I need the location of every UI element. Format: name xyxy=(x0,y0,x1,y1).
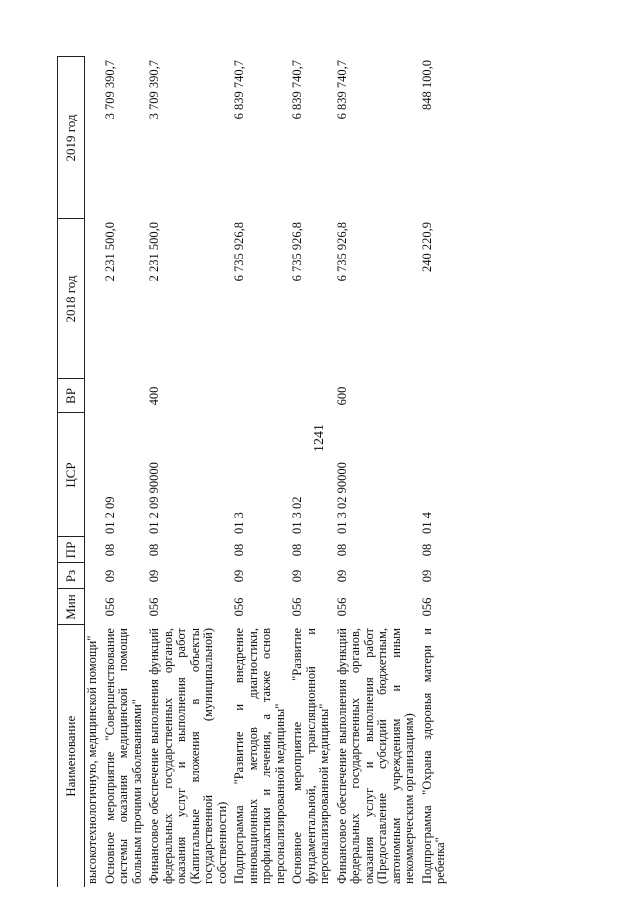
row-name: Финансовое обеспечение выполнения функций федеральных государственных органов, оказания услуг и выполнения работ (Капитальные вложения в объекты государственной (муниципальной) собственности) xyxy=(147,628,229,884)
row-2018: 2 231 500,0 xyxy=(147,222,161,282)
row-2018: 6 735 926,8 xyxy=(334,222,349,282)
row-csr: 01 2 09 xyxy=(102,496,117,534)
row-name: Основное мероприятие "Развитие фундаментальной, трансляционной и персонализированной медицины" xyxy=(290,628,331,884)
row-name: Основное мероприятие "Совершенствование системы оказания медицинской помощи больным прочими заболеваниями" xyxy=(102,628,144,884)
header-2019: 2019 год xyxy=(58,57,85,219)
row-vr xyxy=(102,379,147,413)
row-2019: 3 709 390,7 xyxy=(102,60,117,120)
row-rz: 09 xyxy=(290,569,304,583)
table-row xyxy=(419,57,450,887)
row-name: Подпрограмма "Охрана здоровья матери и ребенка" xyxy=(419,628,447,884)
header-csr: ЦСР xyxy=(58,413,85,537)
row-pr: 08 xyxy=(334,543,349,557)
table-row xyxy=(231,57,289,887)
row-csr: 01 3 02 90000 xyxy=(334,462,349,534)
row-2018: 6 735 926,8 xyxy=(290,222,304,282)
row-min: 056 xyxy=(102,597,117,617)
row-pr: 08 xyxy=(232,543,246,557)
header-name: Наименование xyxy=(58,625,85,887)
row-vr xyxy=(419,379,450,413)
row-2018: 240 220,9 xyxy=(419,222,434,272)
row-pr xyxy=(85,537,102,563)
header-min: Мин xyxy=(58,589,85,625)
row-2019: 848 100,0 xyxy=(419,60,434,110)
row-name: Подпрограмма "Развитие и внедрение инновационных методов диагностики, профилактики и лечения, а также основ персонализированной медицины" xyxy=(232,628,287,884)
row-pr: 08 xyxy=(419,543,434,557)
budget-table xyxy=(57,57,582,887)
row-rz: 09 xyxy=(232,569,246,583)
row-pr: 08 xyxy=(147,543,161,557)
row-name: высокотехнологичную, медицинской помощи" xyxy=(85,635,99,884)
row-pr: 08 xyxy=(290,543,304,557)
row-csr xyxy=(85,413,102,537)
row-vr xyxy=(231,379,289,413)
row-2019: 6 839 740,7 xyxy=(232,60,246,120)
header-2018: 2018 год xyxy=(58,219,85,379)
row-min: 056 xyxy=(334,597,349,617)
row-rz: 09 xyxy=(334,569,349,583)
page-number: 1241 xyxy=(312,424,327,452)
row-vr: 400 xyxy=(147,386,161,406)
row-csr: 01 4 xyxy=(419,512,434,534)
row-rz: 09 xyxy=(102,569,117,583)
header-rz: Рз xyxy=(58,563,85,589)
row-2018: 2 231 500,0 xyxy=(102,222,117,282)
row-min xyxy=(85,589,102,625)
row-csr: 01 2 09 90000 xyxy=(147,462,161,534)
row-rz xyxy=(85,563,102,589)
row-min: 056 xyxy=(290,597,304,617)
row-min: 056 xyxy=(419,597,434,617)
row-min: 056 xyxy=(232,597,246,617)
header-vr: ВР xyxy=(58,379,85,413)
table-row xyxy=(85,57,102,887)
row-csr: 01 3 xyxy=(232,512,246,534)
rotated-table-region xyxy=(57,57,582,887)
row-vr xyxy=(289,379,334,413)
table-row xyxy=(334,57,419,887)
row-2019: 3 709 390,7 xyxy=(147,60,161,120)
row-min: 056 xyxy=(147,597,161,617)
header-pr: ПР xyxy=(58,537,85,563)
row-2019: 6 839 740,7 xyxy=(290,60,304,120)
row-vr: 600 xyxy=(334,386,349,406)
row-2019 xyxy=(85,57,102,219)
table-row xyxy=(146,57,231,887)
row-pr: 08 xyxy=(102,543,117,557)
table-row xyxy=(289,57,334,887)
row-2018 xyxy=(85,219,102,379)
row-name: Финансовое обеспечение выполнения функций федеральных государственных органов, оказания услуг и выполнения работ (Предоставление субсидий бюджетным, автономным учреждениям и иным некоммерческим организациям) xyxy=(334,628,416,884)
header-row xyxy=(58,57,85,887)
table-row xyxy=(102,57,147,887)
row-csr: 01 3 02 xyxy=(290,496,304,534)
row-2019: 6 839 740,7 xyxy=(334,60,349,120)
row-rz: 09 xyxy=(419,569,434,583)
row-rz: 09 xyxy=(147,569,161,583)
row-vr xyxy=(85,379,102,413)
row-2018: 6 735 926,8 xyxy=(232,222,246,282)
